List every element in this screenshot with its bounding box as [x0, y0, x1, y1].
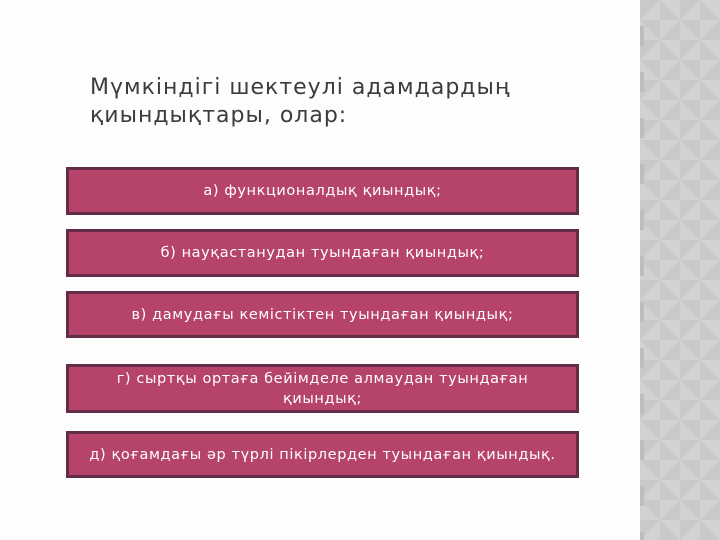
option-box-b — [66, 229, 579, 277]
option-d-label: д) қоғамдағы әр түрлі пікірлерден туындаған қиындық. — [89, 446, 556, 463]
option-box-v — [66, 291, 579, 338]
option-v-label: в) дамудағы кемістіктен туындаған қиындық; — [131, 306, 514, 323]
option-g-label: г) сыртқы ортаға бейімделе алмаудан туындаған қиындық; — [116, 370, 529, 407]
option-box-g — [66, 364, 579, 413]
side-pattern-strip — [640, 0, 720, 540]
option-box-d — [66, 431, 579, 478]
option-b-label: б) науқастанудан туындаған қиындық; — [160, 245, 485, 261]
option-box-a — [66, 167, 579, 215]
slide-title: Мүмкіндігі шектеулі адамдардың қиындықтары, олар: — [90, 75, 511, 128]
option-a-label: а) функционалдық қиындық; — [203, 183, 442, 199]
